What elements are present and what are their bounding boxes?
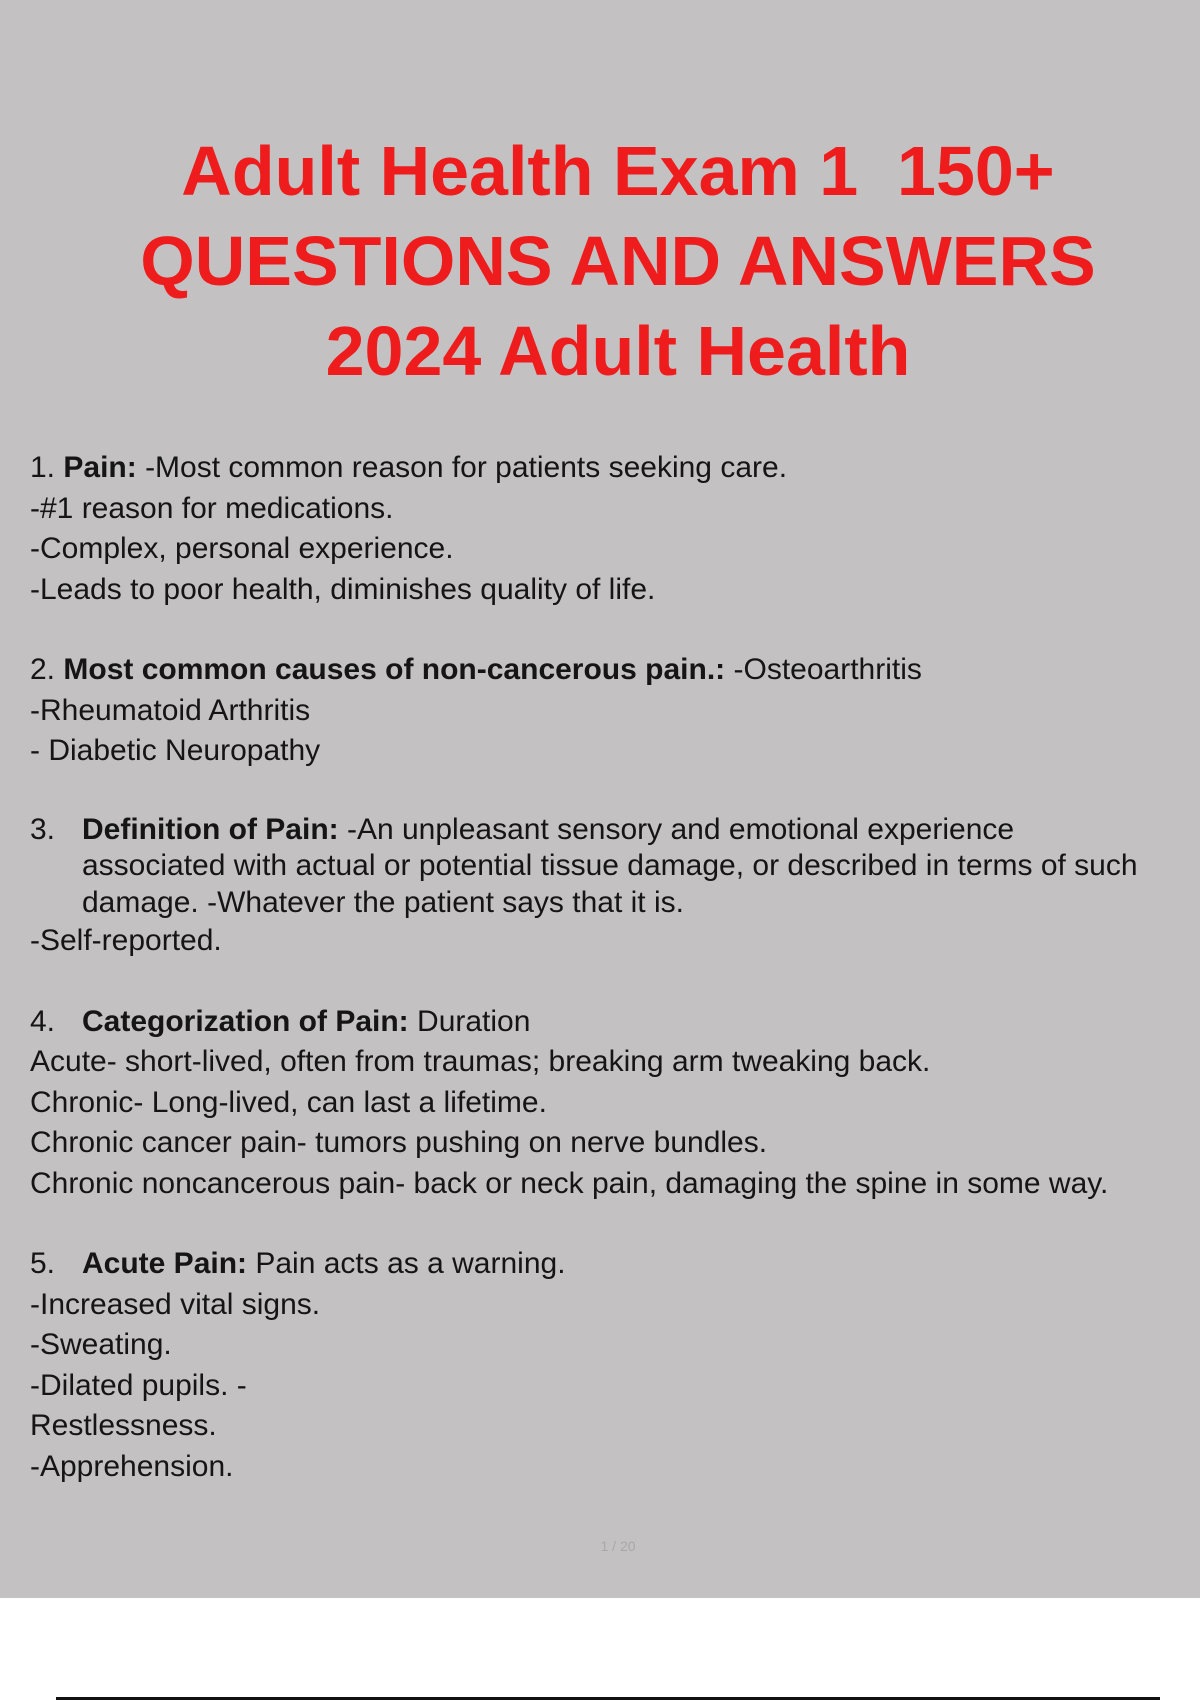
answer-line: -Leads to poor health, diminishes quality of life.	[30, 572, 656, 606]
answer-line: Acute- short-lived, often from traumas; breaking arm tweaking back.	[30, 1045, 931, 1078]
answer-text: -An unpleasant sensory and emotional experience associated with actual or potential tissue damage, or described in terms of such damage. -Whatever the patient says that it is.	[82, 812, 1138, 919]
question-text: Most common causes of non-cancerous pain.:	[63, 653, 726, 686]
answer-line: Chronic- Long-lived, can last a lifetime.	[30, 1085, 547, 1119]
question-text: Pain:	[63, 451, 137, 484]
answer-line: -Sweating.	[30, 1328, 172, 1361]
page-indicator: 1 / 20	[600, 1538, 636, 1554]
answer-line: Chronic noncancerous pain- back or neck pain, damaging the spine in some way.	[30, 1166, 1109, 1200]
qa-list	[30, 448, 1200, 1527]
answer-text: Duration	[408, 1004, 531, 1038]
item-number: 4.	[30, 1004, 56, 1038]
answer-line: -Rheumatoid Arthritis	[30, 693, 311, 727]
document-title	[0, 126, 1200, 396]
qa-item-4-first-line	[30, 1002, 1200, 1043]
qa-item-2-first-line	[30, 650, 1200, 691]
qa-item-3-first-line	[30, 812, 1162, 922]
title-line-3: 2024 Adult Health	[325, 312, 911, 390]
answer-line: -Self-reported.	[30, 924, 222, 957]
answer-line: - Diabetic Neuropathy	[30, 734, 321, 767]
answer-line: -Dilated pupils. -	[30, 1368, 247, 1402]
qa-item-3	[30, 812, 1200, 962]
qa-item-5	[30, 1244, 1200, 1487]
question-text: Acute Pain:	[82, 1247, 248, 1280]
item-number: 5.	[30, 1247, 56, 1280]
item-number: 3.	[30, 812, 56, 846]
answer-text: -Most common reason for patients seeking care.	[136, 451, 788, 484]
qa-item-1	[30, 448, 1200, 610]
qa-item-2	[30, 650, 1200, 772]
answer-line: Chronic cancer pain- tumors pushing on nerve bundles.	[30, 1126, 768, 1159]
item-number: 2.	[30, 653, 56, 686]
answer-text: Pain acts as a warning.	[247, 1247, 566, 1280]
qa-item-4	[30, 1002, 1200, 1205]
qa-item-5-first-line	[30, 1244, 1200, 1285]
title-line-1: Adult Health Exam 1 150+	[181, 132, 1055, 210]
qa-item-1-first-line	[30, 448, 1200, 489]
item-number: 1.	[30, 451, 56, 484]
answer-line: -Apprehension.	[30, 1449, 234, 1483]
answer-text: -Osteoarthritis	[725, 653, 922, 686]
question-text: Categorization of Pain:	[82, 1004, 409, 1038]
question-text: Definition of Pain:	[82, 812, 339, 846]
title-line-2: QUESTIONS AND ANSWERS	[140, 222, 1096, 300]
answer-line: -Complex, personal experience.	[30, 532, 454, 565]
answer-line: -#1 reason for medications.	[30, 491, 394, 525]
answer-line: -Increased vital signs.	[30, 1287, 321, 1321]
answer-line: Restlessness.	[30, 1409, 217, 1442]
